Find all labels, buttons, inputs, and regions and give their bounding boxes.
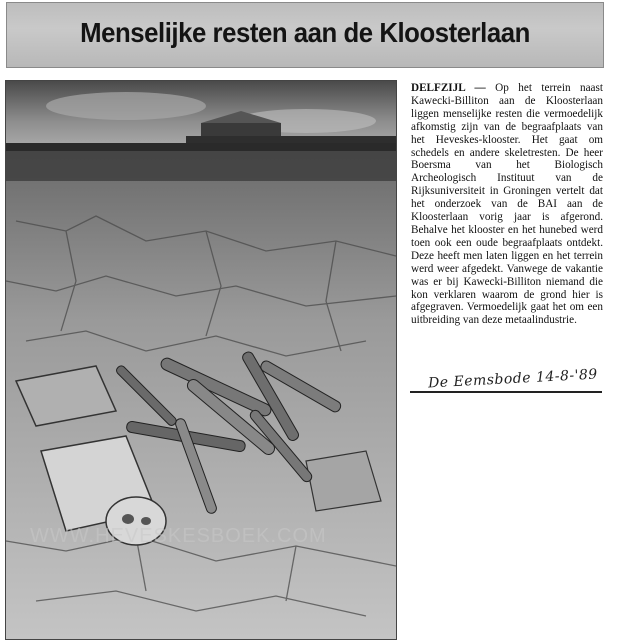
watermark: WWW.HEVESKESBOEK.COM <box>30 525 327 547</box>
article-body: Op het terrein naast Kawecki-Billiton aan de Kloosterlaan liggen menselijke resten die vermoedelijk afkomstig zijn van de begraafplaats van het Heveskes-klooster. Het gaat om schedels en andere skeletresten. De heer Boersma van het Biologisch Archeologisch Instituut van de Rijksuniversiteit in Groningen vertelt dat het onderzoek van de BAI aan de Kloosterlaan vorig jaar is afgerond. Behalve het klooster en het hunebed werd toen ook een oude begraafplaats ontdekt. Deze heeft men laten liggen en het terrein werd weer afgedekt. Vanwege de vakantie was er bij Kawecki-Billiton niemand die kon verklaren waarom de grond hier is afgegraven. Vermoedelijk gaat het om een uitbreiding van deze metaalindustrie. <box>411 82 603 327</box>
excavation-photo-drawing <box>6 81 396 639</box>
divider-line <box>410 391 602 393</box>
dateline: DELFZIJL — <box>411 82 486 94</box>
headline: Menselijke resten aan de Kloosterlaan <box>80 17 530 48</box>
handwritten-source-note: De Eemsbode 14-8-'89 <box>427 366 599 392</box>
article-text <box>411 82 603 327</box>
news-photo <box>5 80 397 640</box>
headline-banner <box>6 2 604 68</box>
